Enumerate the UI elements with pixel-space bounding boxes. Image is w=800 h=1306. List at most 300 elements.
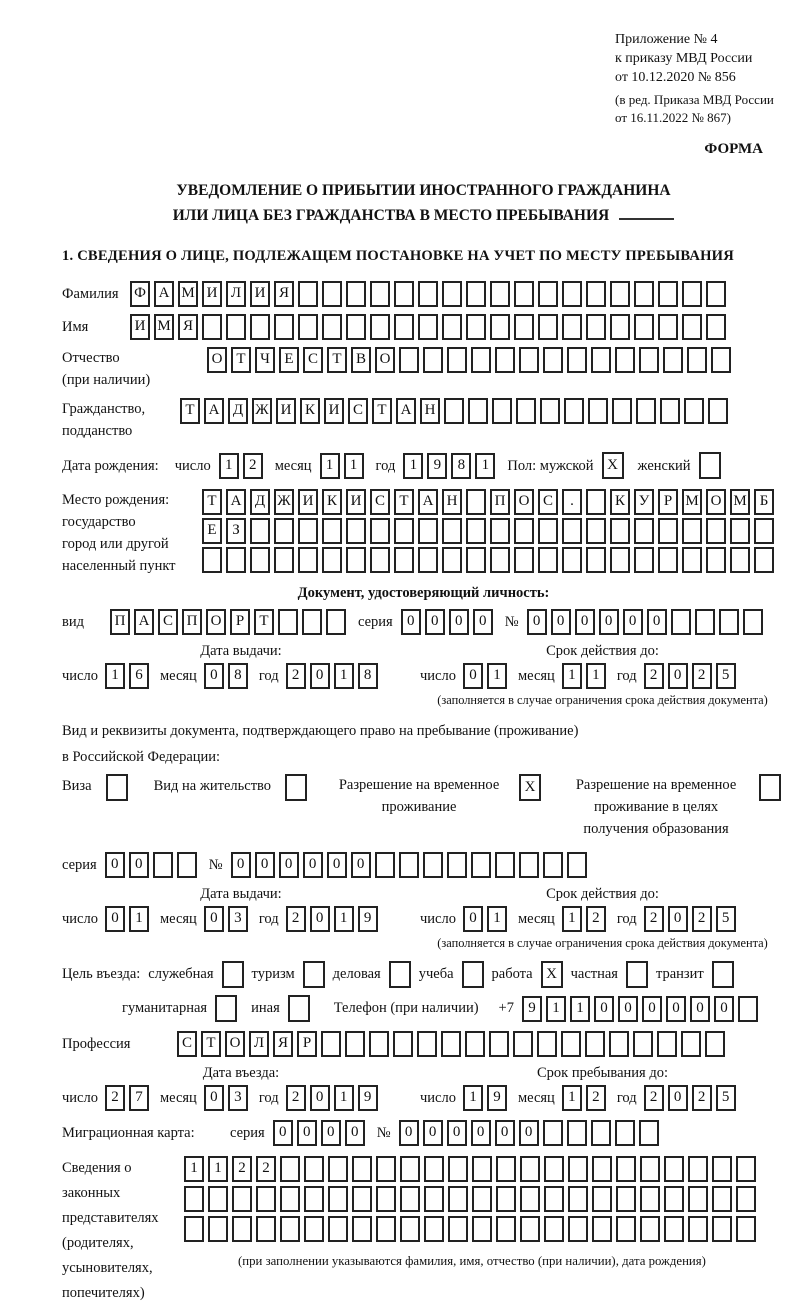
char-cell[interactable] bbox=[706, 314, 726, 340]
char-cell[interactable]: 1 bbox=[219, 453, 239, 479]
char-cell[interactable] bbox=[226, 314, 246, 340]
char-cell[interactable] bbox=[568, 1216, 588, 1242]
char-cell[interactable]: С bbox=[348, 398, 368, 424]
char-cell[interactable] bbox=[495, 852, 515, 878]
char-cell[interactable] bbox=[471, 347, 491, 373]
char-cell[interactable]: Я bbox=[273, 1031, 293, 1057]
char-cell[interactable] bbox=[280, 1186, 300, 1212]
char-cell[interactable] bbox=[466, 518, 486, 544]
char-cell[interactable] bbox=[274, 547, 294, 573]
char-cell[interactable] bbox=[448, 1216, 468, 1242]
char-cell[interactable] bbox=[346, 518, 366, 544]
char-cell[interactable]: А bbox=[134, 609, 154, 635]
char-cell[interactable]: 2 bbox=[692, 1085, 712, 1111]
char-cell[interactable] bbox=[322, 281, 342, 307]
char-cell[interactable]: К bbox=[300, 398, 320, 424]
char-cell[interactable]: А bbox=[226, 489, 246, 515]
char-cell[interactable] bbox=[538, 518, 558, 544]
char-cell[interactable]: 0 bbox=[447, 1120, 467, 1146]
char-cell[interactable] bbox=[538, 314, 558, 340]
char-cell[interactable] bbox=[682, 518, 702, 544]
char-cell[interactable] bbox=[564, 398, 584, 424]
char-cell[interactable] bbox=[376, 1216, 396, 1242]
char-cell[interactable] bbox=[543, 852, 563, 878]
char-cell[interactable] bbox=[490, 314, 510, 340]
char-cell[interactable] bbox=[280, 1216, 300, 1242]
char-cell[interactable] bbox=[562, 547, 582, 573]
char-cell[interactable] bbox=[634, 281, 654, 307]
char-cell[interactable]: 2 bbox=[286, 1085, 306, 1111]
char-cell[interactable]: 0 bbox=[551, 609, 571, 635]
char-cell[interactable]: З bbox=[226, 518, 246, 544]
char-cell[interactable]: 1 bbox=[487, 906, 507, 932]
char-cell[interactable]: Р bbox=[230, 609, 250, 635]
char-cell[interactable]: Р bbox=[297, 1031, 317, 1057]
char-cell[interactable] bbox=[681, 1031, 701, 1057]
char-cell[interactable] bbox=[567, 852, 587, 878]
char-cell[interactable] bbox=[658, 547, 678, 573]
char-cell[interactable] bbox=[671, 609, 691, 635]
char-cell[interactable] bbox=[466, 547, 486, 573]
char-cell[interactable] bbox=[682, 281, 702, 307]
char-cell[interactable]: 0 bbox=[425, 609, 445, 635]
char-cell[interactable] bbox=[304, 1216, 324, 1242]
char-cell[interactable] bbox=[586, 547, 606, 573]
char-cell[interactable]: 2 bbox=[586, 906, 606, 932]
char-cell[interactable] bbox=[687, 347, 707, 373]
char-cell[interactable] bbox=[370, 314, 390, 340]
char-cell[interactable] bbox=[610, 281, 630, 307]
char-cell[interactable] bbox=[754, 518, 774, 544]
char-cell[interactable]: 2 bbox=[644, 663, 664, 689]
char-cell[interactable]: Т bbox=[201, 1031, 221, 1057]
char-cell[interactable] bbox=[441, 1031, 461, 1057]
char-cell[interactable] bbox=[202, 547, 222, 573]
char-cell[interactable] bbox=[447, 852, 467, 878]
char-cell[interactable] bbox=[567, 347, 587, 373]
char-cell[interactable]: 0 bbox=[321, 1120, 341, 1146]
char-cell[interactable]: О bbox=[706, 489, 726, 515]
char-cell[interactable] bbox=[304, 1186, 324, 1212]
char-cell[interactable] bbox=[400, 1156, 420, 1182]
purpose-business-checkbox[interactable] bbox=[389, 961, 411, 988]
char-cell[interactable]: Я bbox=[178, 314, 198, 340]
char-cell[interactable]: 8 bbox=[451, 453, 471, 479]
char-cell[interactable] bbox=[586, 281, 606, 307]
char-cell[interactable] bbox=[568, 1156, 588, 1182]
char-cell[interactable] bbox=[444, 398, 464, 424]
char-cell[interactable] bbox=[250, 518, 270, 544]
char-cell[interactable] bbox=[394, 518, 414, 544]
char-cell[interactable] bbox=[708, 398, 728, 424]
char-cell[interactable]: 1 bbox=[344, 453, 364, 479]
char-cell[interactable] bbox=[664, 1186, 684, 1212]
char-cell[interactable]: Т bbox=[231, 347, 251, 373]
char-cell[interactable]: Ч bbox=[255, 347, 275, 373]
char-cell[interactable]: 0 bbox=[105, 906, 125, 932]
sex-male-checkbox[interactable]: X bbox=[602, 452, 624, 479]
char-cell[interactable]: 9 bbox=[487, 1085, 507, 1111]
char-cell[interactable]: 8 bbox=[358, 663, 378, 689]
char-cell[interactable]: 0 bbox=[599, 609, 619, 635]
char-cell[interactable]: 0 bbox=[105, 852, 125, 878]
char-cell[interactable] bbox=[658, 314, 678, 340]
char-cell[interactable]: И bbox=[346, 489, 366, 515]
char-cell[interactable]: 1 bbox=[475, 453, 495, 479]
char-cell[interactable] bbox=[544, 1216, 564, 1242]
char-cell[interactable] bbox=[586, 314, 606, 340]
char-cell[interactable] bbox=[567, 1120, 587, 1146]
char-cell[interactable]: О bbox=[207, 347, 227, 373]
char-cell[interactable] bbox=[346, 281, 366, 307]
char-cell[interactable]: 1 bbox=[105, 663, 125, 689]
visa-checkbox[interactable] bbox=[106, 774, 128, 801]
char-cell[interactable]: 1 bbox=[562, 906, 582, 932]
char-cell[interactable]: 1 bbox=[129, 906, 149, 932]
char-cell[interactable] bbox=[352, 1156, 372, 1182]
char-cell[interactable]: С bbox=[303, 347, 323, 373]
char-cell[interactable] bbox=[376, 1156, 396, 1182]
char-cell[interactable]: 0 bbox=[463, 906, 483, 932]
char-cell[interactable]: А bbox=[396, 398, 416, 424]
char-cell[interactable]: 0 bbox=[310, 663, 330, 689]
char-cell[interactable]: 0 bbox=[327, 852, 347, 878]
char-cell[interactable]: О bbox=[375, 347, 395, 373]
char-cell[interactable] bbox=[688, 1156, 708, 1182]
char-cell[interactable] bbox=[586, 518, 606, 544]
char-cell[interactable] bbox=[490, 518, 510, 544]
char-cell[interactable]: 5 bbox=[716, 1085, 736, 1111]
char-cell[interactable] bbox=[417, 1031, 437, 1057]
char-cell[interactable]: 2 bbox=[692, 906, 712, 932]
char-cell[interactable] bbox=[615, 347, 635, 373]
char-cell[interactable] bbox=[657, 1031, 677, 1057]
char-cell[interactable] bbox=[592, 1186, 612, 1212]
char-cell[interactable] bbox=[738, 996, 758, 1022]
char-cell[interactable] bbox=[328, 1216, 348, 1242]
char-cell[interactable] bbox=[232, 1186, 252, 1212]
char-cell[interactable]: 0 bbox=[129, 852, 149, 878]
char-cell[interactable]: М bbox=[178, 281, 198, 307]
char-cell[interactable]: Е bbox=[202, 518, 222, 544]
char-cell[interactable] bbox=[634, 314, 654, 340]
char-cell[interactable]: 9 bbox=[358, 1085, 378, 1111]
char-cell[interactable] bbox=[663, 347, 683, 373]
purpose-transit-checkbox[interactable] bbox=[712, 961, 734, 988]
sex-female-checkbox[interactable] bbox=[699, 452, 721, 479]
char-cell[interactable]: 2 bbox=[232, 1156, 252, 1182]
char-cell[interactable] bbox=[375, 852, 395, 878]
char-cell[interactable]: 2 bbox=[644, 1085, 664, 1111]
char-cell[interactable] bbox=[684, 398, 704, 424]
char-cell[interactable] bbox=[514, 518, 534, 544]
char-cell[interactable]: 1 bbox=[320, 453, 340, 479]
char-cell[interactable] bbox=[466, 489, 486, 515]
char-cell[interactable]: П bbox=[490, 489, 510, 515]
char-cell[interactable]: 2 bbox=[644, 906, 664, 932]
char-cell[interactable]: К bbox=[610, 489, 630, 515]
char-cell[interactable] bbox=[730, 547, 750, 573]
char-cell[interactable]: Т bbox=[202, 489, 222, 515]
char-cell[interactable] bbox=[490, 281, 510, 307]
char-cell[interactable] bbox=[585, 1031, 605, 1057]
char-cell[interactable] bbox=[538, 281, 558, 307]
char-cell[interactable] bbox=[472, 1186, 492, 1212]
char-cell[interactable] bbox=[393, 1031, 413, 1057]
char-cell[interactable]: 9 bbox=[522, 996, 542, 1022]
char-cell[interactable] bbox=[711, 347, 731, 373]
char-cell[interactable] bbox=[352, 1186, 372, 1212]
char-cell[interactable] bbox=[743, 609, 763, 635]
char-cell[interactable]: 2 bbox=[586, 1085, 606, 1111]
char-cell[interactable]: 0 bbox=[647, 609, 667, 635]
char-cell[interactable]: 0 bbox=[668, 906, 688, 932]
char-cell[interactable]: Ж bbox=[274, 489, 294, 515]
char-cell[interactable] bbox=[568, 1186, 588, 1212]
char-cell[interactable] bbox=[278, 609, 298, 635]
char-cell[interactable] bbox=[495, 347, 515, 373]
char-cell[interactable] bbox=[346, 547, 366, 573]
char-cell[interactable]: 0 bbox=[231, 852, 251, 878]
char-cell[interactable] bbox=[634, 547, 654, 573]
char-cell[interactable]: П bbox=[182, 609, 202, 635]
char-cell[interactable]: М bbox=[154, 314, 174, 340]
char-cell[interactable] bbox=[302, 609, 322, 635]
char-cell[interactable]: О bbox=[225, 1031, 245, 1057]
char-cell[interactable] bbox=[280, 1156, 300, 1182]
char-cell[interactable]: И bbox=[250, 281, 270, 307]
char-cell[interactable]: К bbox=[322, 489, 342, 515]
char-cell[interactable] bbox=[346, 314, 366, 340]
purpose-official-checkbox[interactable] bbox=[222, 961, 244, 988]
char-cell[interactable] bbox=[516, 398, 536, 424]
char-cell[interactable]: 1 bbox=[334, 663, 354, 689]
char-cell[interactable]: С bbox=[177, 1031, 197, 1057]
char-cell[interactable]: 2 bbox=[286, 906, 306, 932]
char-cell[interactable] bbox=[322, 518, 342, 544]
char-cell[interactable] bbox=[394, 281, 414, 307]
char-cell[interactable] bbox=[562, 314, 582, 340]
char-cell[interactable] bbox=[544, 1186, 564, 1212]
char-cell[interactable] bbox=[616, 1186, 636, 1212]
char-cell[interactable]: А bbox=[204, 398, 224, 424]
char-cell[interactable]: 1 bbox=[562, 1085, 582, 1111]
char-cell[interactable] bbox=[496, 1156, 516, 1182]
char-cell[interactable]: Л bbox=[226, 281, 246, 307]
char-cell[interactable] bbox=[448, 1186, 468, 1212]
char-cell[interactable] bbox=[592, 1216, 612, 1242]
char-cell[interactable]: Т bbox=[254, 609, 274, 635]
char-cell[interactable] bbox=[447, 347, 467, 373]
char-cell[interactable] bbox=[400, 1216, 420, 1242]
char-cell[interactable] bbox=[636, 398, 656, 424]
char-cell[interactable] bbox=[615, 1120, 635, 1146]
char-cell[interactable] bbox=[513, 1031, 533, 1057]
char-cell[interactable] bbox=[472, 1156, 492, 1182]
char-cell[interactable]: О bbox=[514, 489, 534, 515]
char-cell[interactable]: 1 bbox=[586, 663, 606, 689]
char-cell[interactable]: 0 bbox=[594, 996, 614, 1022]
char-cell[interactable] bbox=[399, 347, 419, 373]
char-cell[interactable]: Т bbox=[372, 398, 392, 424]
char-cell[interactable]: 0 bbox=[449, 609, 469, 635]
char-cell[interactable] bbox=[466, 281, 486, 307]
char-cell[interactable]: 0 bbox=[204, 906, 224, 932]
char-cell[interactable] bbox=[448, 1156, 468, 1182]
char-cell[interactable] bbox=[202, 314, 222, 340]
char-cell[interactable] bbox=[322, 547, 342, 573]
char-cell[interactable] bbox=[489, 1031, 509, 1057]
char-cell[interactable]: Ж bbox=[252, 398, 272, 424]
char-cell[interactable] bbox=[682, 547, 702, 573]
purpose-work-checkbox[interactable]: X bbox=[541, 961, 563, 988]
char-cell[interactable]: 0 bbox=[351, 852, 371, 878]
char-cell[interactable] bbox=[610, 547, 630, 573]
char-cell[interactable] bbox=[616, 1156, 636, 1182]
char-cell[interactable] bbox=[376, 1186, 396, 1212]
char-cell[interactable] bbox=[496, 1186, 516, 1212]
char-cell[interactable] bbox=[418, 314, 438, 340]
char-cell[interactable]: И bbox=[202, 281, 222, 307]
char-cell[interactable] bbox=[298, 281, 318, 307]
char-cell[interactable]: А bbox=[154, 281, 174, 307]
char-cell[interactable]: 0 bbox=[666, 996, 686, 1022]
char-cell[interactable] bbox=[208, 1186, 228, 1212]
char-cell[interactable] bbox=[562, 518, 582, 544]
char-cell[interactable] bbox=[468, 398, 488, 424]
char-cell[interactable] bbox=[712, 1216, 732, 1242]
char-cell[interactable]: 2 bbox=[286, 663, 306, 689]
char-cell[interactable] bbox=[520, 1186, 540, 1212]
char-cell[interactable]: Т bbox=[327, 347, 347, 373]
char-cell[interactable]: 0 bbox=[204, 663, 224, 689]
char-cell[interactable] bbox=[370, 518, 390, 544]
char-cell[interactable]: 0 bbox=[690, 996, 710, 1022]
char-cell[interactable] bbox=[519, 347, 539, 373]
purpose-tourism-checkbox[interactable] bbox=[303, 961, 325, 988]
char-cell[interactable]: М bbox=[682, 489, 702, 515]
char-cell[interactable] bbox=[660, 398, 680, 424]
char-cell[interactable]: 5 bbox=[716, 906, 736, 932]
char-cell[interactable]: 1 bbox=[184, 1156, 204, 1182]
char-cell[interactable]: И bbox=[276, 398, 296, 424]
temp-residence-edu-checkbox[interactable] bbox=[759, 774, 781, 801]
char-cell[interactable] bbox=[471, 852, 491, 878]
char-cell[interactable]: 2 bbox=[105, 1085, 125, 1111]
char-cell[interactable] bbox=[514, 547, 534, 573]
char-cell[interactable]: И bbox=[298, 489, 318, 515]
char-cell[interactable]: С bbox=[538, 489, 558, 515]
temp-residence-checkbox[interactable]: X bbox=[519, 774, 541, 801]
char-cell[interactable] bbox=[442, 518, 462, 544]
char-cell[interactable] bbox=[730, 518, 750, 544]
char-cell[interactable] bbox=[400, 1186, 420, 1212]
char-cell[interactable] bbox=[633, 1031, 653, 1057]
char-cell[interactable]: 0 bbox=[401, 609, 421, 635]
char-cell[interactable] bbox=[543, 347, 563, 373]
char-cell[interactable]: С bbox=[370, 489, 390, 515]
char-cell[interactable]: 1 bbox=[487, 663, 507, 689]
char-cell[interactable] bbox=[736, 1216, 756, 1242]
char-cell[interactable] bbox=[466, 314, 486, 340]
char-cell[interactable]: Е bbox=[279, 347, 299, 373]
char-cell[interactable] bbox=[184, 1186, 204, 1212]
char-cell[interactable] bbox=[592, 1156, 612, 1182]
char-cell[interactable]: . bbox=[562, 489, 582, 515]
char-cell[interactable] bbox=[418, 518, 438, 544]
char-cell[interactable] bbox=[537, 1031, 557, 1057]
char-cell[interactable]: 0 bbox=[423, 1120, 443, 1146]
char-cell[interactable]: 6 bbox=[129, 663, 149, 689]
char-cell[interactable] bbox=[226, 547, 246, 573]
char-cell[interactable] bbox=[544, 1156, 564, 1182]
char-cell[interactable] bbox=[298, 518, 318, 544]
char-cell[interactable]: Ф bbox=[130, 281, 150, 307]
char-cell[interactable] bbox=[274, 314, 294, 340]
char-cell[interactable] bbox=[688, 1216, 708, 1242]
char-cell[interactable]: М bbox=[730, 489, 750, 515]
char-cell[interactable] bbox=[616, 1216, 636, 1242]
char-cell[interactable] bbox=[639, 347, 659, 373]
char-cell[interactable] bbox=[256, 1216, 276, 1242]
char-cell[interactable] bbox=[370, 281, 390, 307]
char-cell[interactable] bbox=[298, 314, 318, 340]
char-cell[interactable] bbox=[591, 1120, 611, 1146]
char-cell[interactable] bbox=[754, 547, 774, 573]
char-cell[interactable] bbox=[610, 518, 630, 544]
char-cell[interactable] bbox=[352, 1216, 372, 1242]
char-cell[interactable]: 0 bbox=[297, 1120, 317, 1146]
char-cell[interactable]: 0 bbox=[310, 906, 330, 932]
char-cell[interactable] bbox=[424, 1186, 444, 1212]
char-cell[interactable] bbox=[153, 852, 173, 878]
char-cell[interactable] bbox=[274, 518, 294, 544]
char-cell[interactable]: 0 bbox=[273, 1120, 293, 1146]
char-cell[interactable] bbox=[328, 1186, 348, 1212]
char-cell[interactable] bbox=[562, 281, 582, 307]
char-cell[interactable] bbox=[326, 609, 346, 635]
char-cell[interactable] bbox=[736, 1186, 756, 1212]
char-cell[interactable]: 7 bbox=[129, 1085, 149, 1111]
char-cell[interactable] bbox=[588, 398, 608, 424]
char-cell[interactable] bbox=[472, 1216, 492, 1242]
char-cell[interactable] bbox=[256, 1186, 276, 1212]
char-cell[interactable] bbox=[591, 347, 611, 373]
char-cell[interactable] bbox=[705, 1031, 725, 1057]
char-cell[interactable]: У bbox=[634, 489, 654, 515]
purpose-study-checkbox[interactable] bbox=[462, 961, 484, 988]
char-cell[interactable]: И bbox=[324, 398, 344, 424]
char-cell[interactable]: В bbox=[351, 347, 371, 373]
char-cell[interactable] bbox=[520, 1216, 540, 1242]
char-cell[interactable]: 2 bbox=[692, 663, 712, 689]
char-cell[interactable]: 1 bbox=[208, 1156, 228, 1182]
char-cell[interactable]: П bbox=[110, 609, 130, 635]
char-cell[interactable] bbox=[394, 547, 414, 573]
char-cell[interactable] bbox=[695, 609, 715, 635]
char-cell[interactable]: 1 bbox=[570, 996, 590, 1022]
char-cell[interactable] bbox=[634, 518, 654, 544]
char-cell[interactable] bbox=[688, 1186, 708, 1212]
char-cell[interactable] bbox=[612, 398, 632, 424]
purpose-other-checkbox[interactable] bbox=[288, 995, 310, 1022]
char-cell[interactable]: 9 bbox=[427, 453, 447, 479]
char-cell[interactable]: Н bbox=[420, 398, 440, 424]
char-cell[interactable]: Р bbox=[658, 489, 678, 515]
char-cell[interactable]: 1 bbox=[463, 1085, 483, 1111]
char-cell[interactable] bbox=[520, 1156, 540, 1182]
char-cell[interactable]: Т bbox=[180, 398, 200, 424]
